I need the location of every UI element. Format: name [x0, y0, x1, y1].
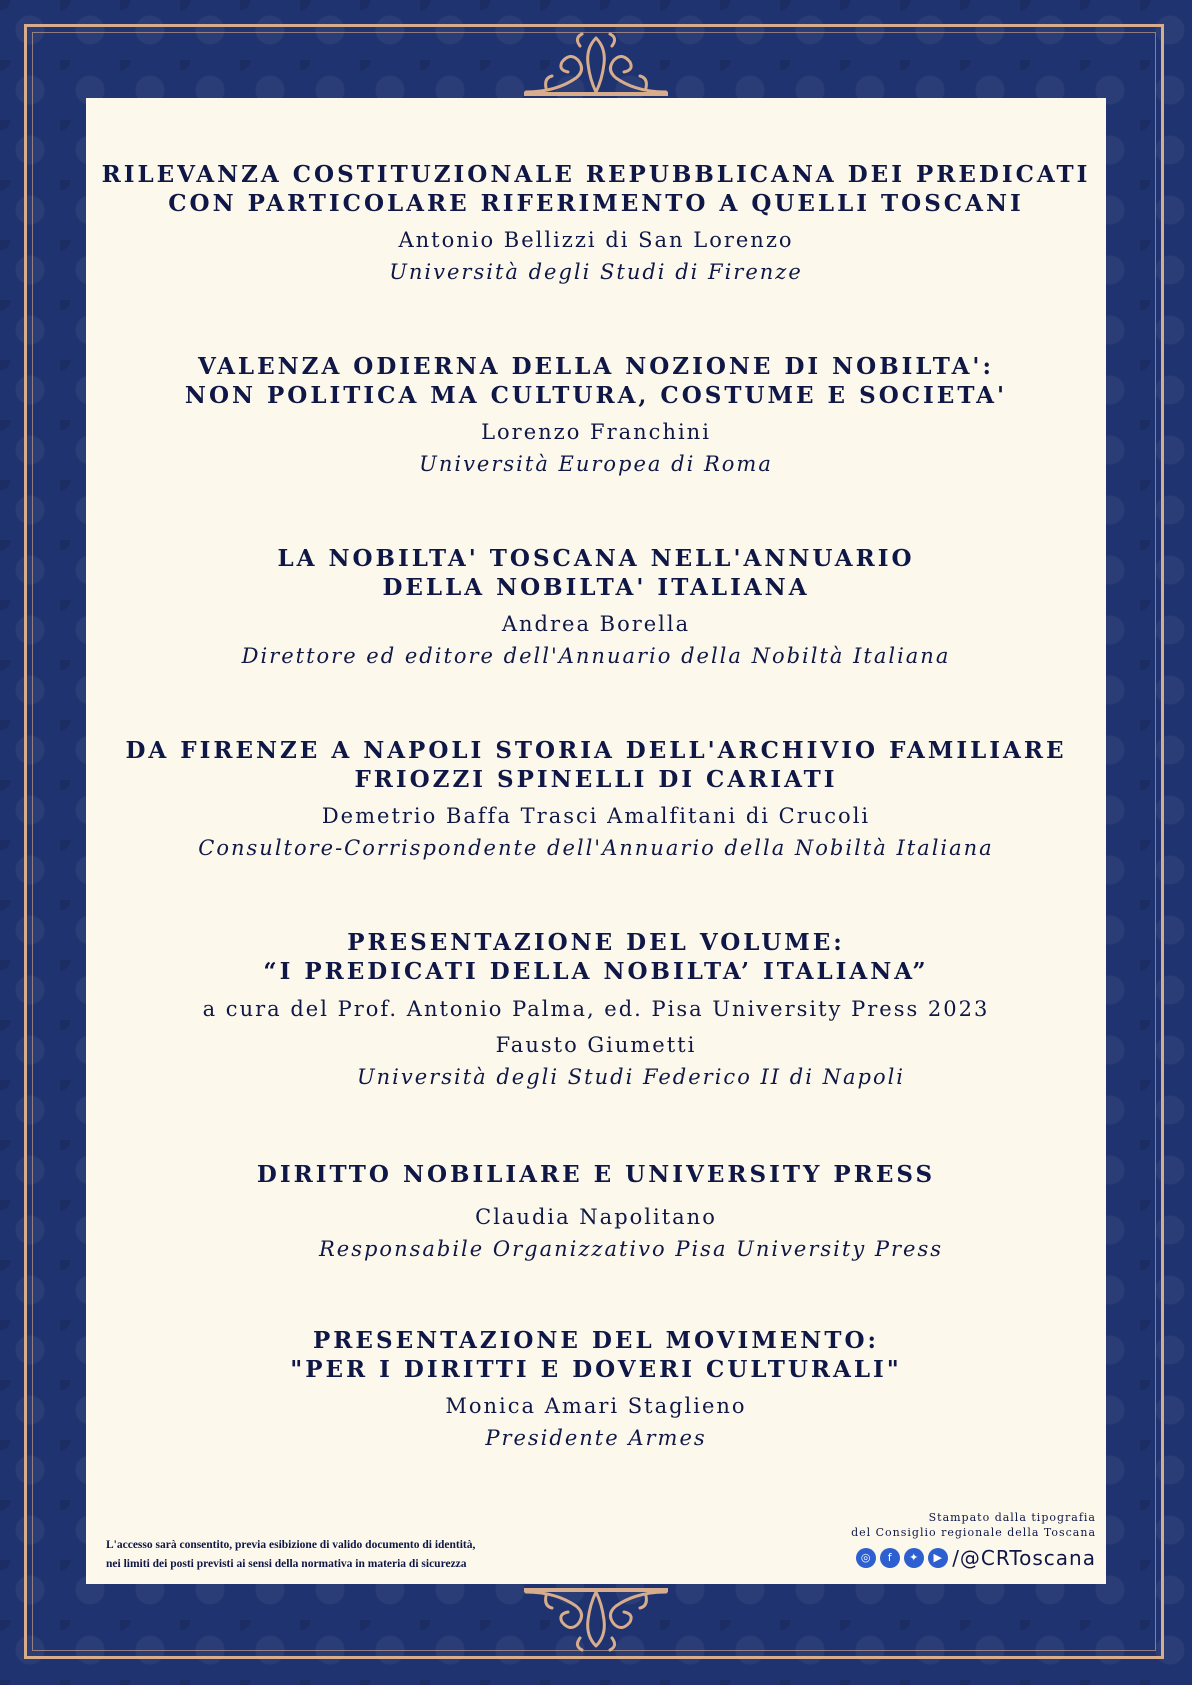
speaker-affiliation: Università degli Studi Federico II di Napoli: [356, 1065, 906, 1089]
talk-5: [86, 928, 1106, 1091]
talk-title: DA FIRENZE A NAPOLI STORIA DELL'ARCHIVIO FAMILIARE FRIOZZI SPINELLI DI CARIATI: [125, 737, 1067, 793]
top-ornament-icon: [516, 30, 676, 102]
access-notice: [106, 1536, 706, 1574]
printed-by-line: del Consiglio regionale della Toscana: [851, 1526, 1096, 1539]
facebook-icon[interactable]: f: [880, 1548, 900, 1568]
talk-3: [86, 544, 1106, 670]
speaker-name: Demetrio Baffa Trasci Amalfitani di Crucoli: [321, 804, 871, 828]
twitter-icon[interactable]: ✦: [904, 1548, 924, 1568]
access-notice-line: nei limiti dei posti previsti ai sensi della normativa in materia di sicurezza: [106, 1558, 467, 1570]
speaker-name: Andrea Borella: [501, 612, 691, 636]
talk-2: [86, 352, 1106, 478]
program-panel: [86, 98, 1106, 1584]
talk-title: LA NOBILTA' TOSCANA NELL'ANNUARIO DELLA NOBILTA' ITALIANA: [277, 545, 915, 601]
printed-by-line: Stampato dalla tipografia: [928, 1511, 1096, 1524]
talk-title: DIRITTO NOBILIARE E UNIVERSITY PRESS: [256, 1161, 936, 1188]
volume-note: a cura del Prof. Antonio Palma, ed. Pisa University Press 2023: [202, 997, 990, 1021]
speaker-affiliation: Presidente Armes: [485, 1426, 707, 1450]
printer-credit: [676, 1510, 1096, 1568]
talk-title: VALENZA ODIERNA DELLA NOZIONE DI NOBILTA': NON POLITICA MA CULTURA, COSTUME E SOCIETA': [184, 353, 1008, 409]
speaker-name: Claudia Napolitano: [475, 1205, 717, 1229]
social-links: [676, 1545, 1096, 1570]
talk-6: [86, 1160, 1106, 1263]
talk-title: PRESENTAZIONE DEL MOVIMENTO: "PER I DIRITTI E DOVERI CULTURALI": [290, 1327, 902, 1383]
instagram-icon[interactable]: ◎: [856, 1548, 876, 1568]
access-notice-line: L'accesso sarà consentito, previa esibizione di valido documento di identità,: [106, 1539, 476, 1551]
bottom-ornament-icon: [516, 1582, 676, 1654]
talk-7: [86, 1326, 1106, 1452]
speaker-affiliation: Consultore-Corrispondente dell'Annuario della Nobiltà Italiana: [198, 836, 994, 860]
speaker-affiliation: Responsabile Organizzativo Pisa University Press: [318, 1237, 944, 1261]
talk-title: PRESENTAZIONE DEL VOLUME: “I PREDICATI DELLA NOBILTA’ ITALIANA”: [263, 929, 929, 985]
talk-title: RILEVANZA COSTITUZIONALE REPUBBLICANA DEI PREDICATI CON PARTICOLARE RIFERIMENTO A QUELLI TOSCANI: [101, 161, 1091, 217]
speaker-affiliation: Università Europea di Roma: [419, 452, 773, 476]
speaker-name: Fausto Giumetti: [495, 1033, 697, 1057]
speaker-name: Monica Amari Staglieno: [445, 1394, 747, 1418]
speaker-affiliation: Direttore ed editore dell'Annuario della Nobiltà Italiana: [241, 644, 951, 668]
social-handle[interactable]: /@CRToscana: [952, 1545, 1096, 1570]
youtube-icon[interactable]: ▶: [928, 1548, 948, 1568]
talk-4: [86, 736, 1106, 862]
speaker-name: Antonio Bellizzi di San Lorenzo: [398, 228, 794, 252]
talk-1: [86, 160, 1106, 286]
speaker-affiliation: Università degli Studi di Firenze: [389, 260, 803, 284]
speaker-name: Lorenzo Franchini: [481, 420, 711, 444]
